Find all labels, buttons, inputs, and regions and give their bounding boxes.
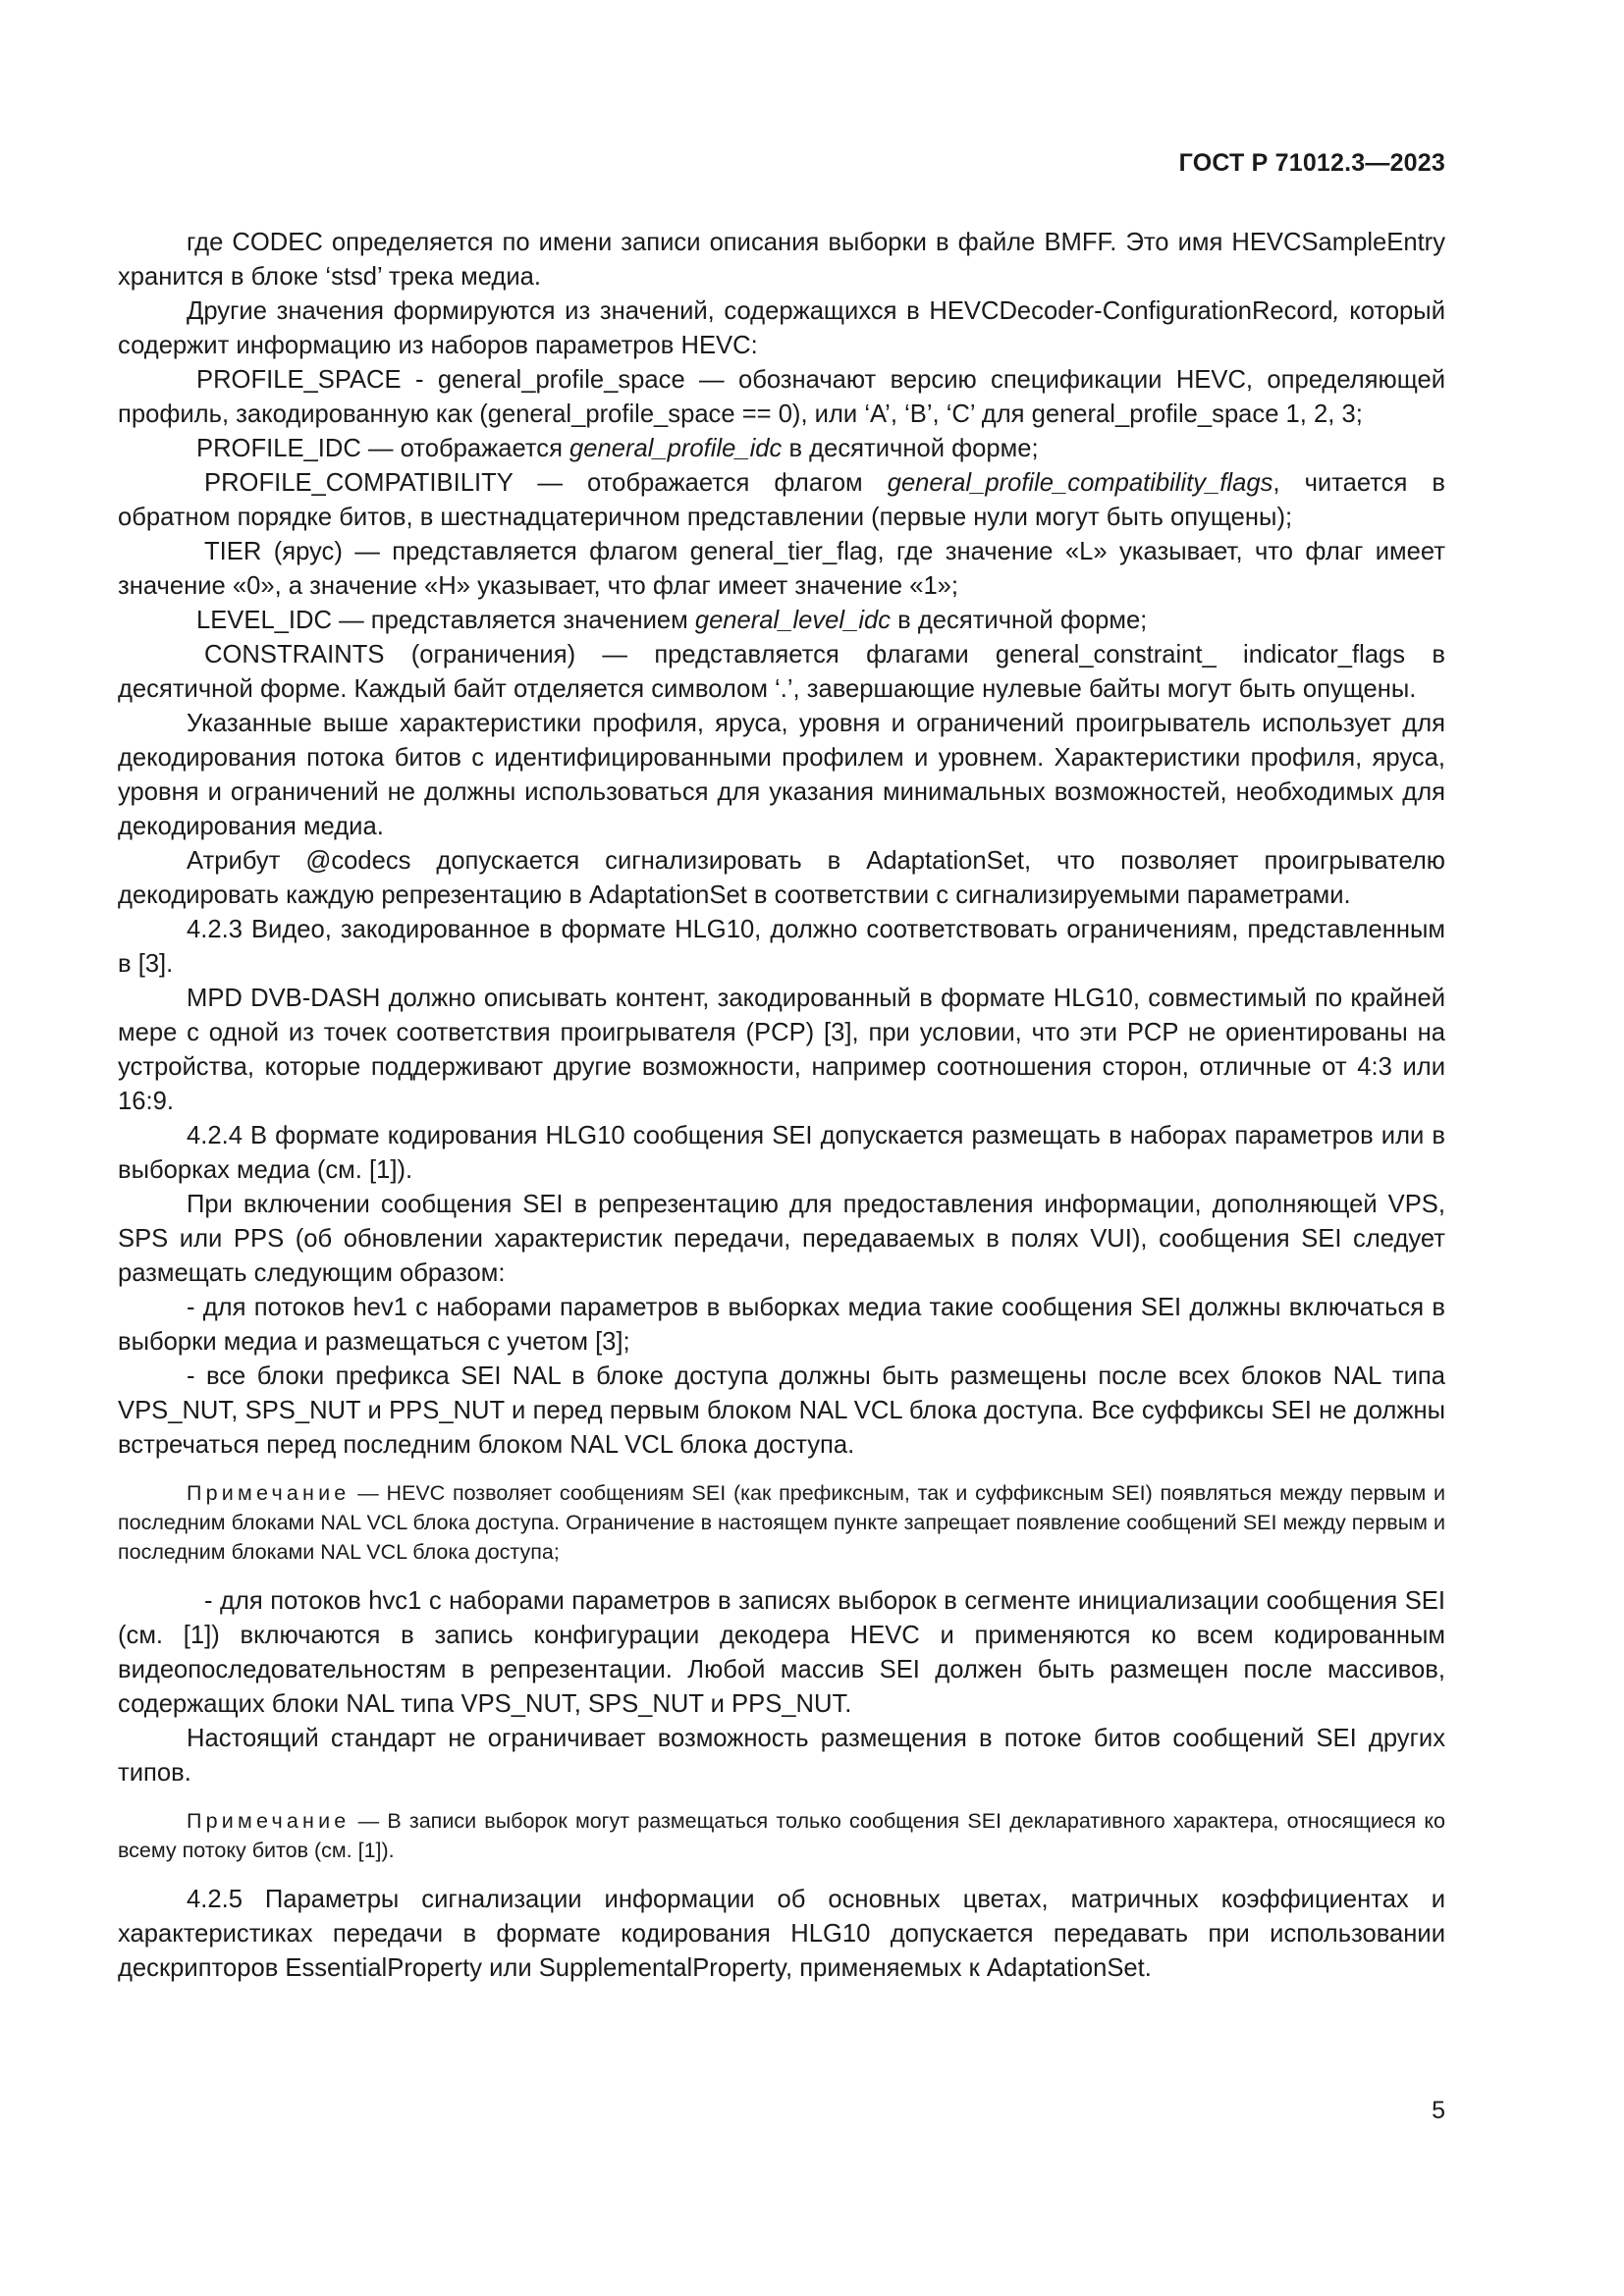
paragraph-tier: TIER (ярус) — представляется флагом general_tier_flag, где значение «L» указывает, что флаг имеет значение «0», а значение «H» указывает, что флаг имеет значение «1»; [118,538,1445,600]
paragraph-other-values [118,294,1445,363]
document-header: ГОСТ Р 71012.3—2023 [1178,149,1445,177]
profile-idc-start: PROFILE_IDC — отображается [196,435,570,462]
paragraph-characteristics: Указанные выше характеристики профиля, яруса, уровня и ограничений проигрыватель использует для декодирования потока битов с идентифицированными профилем и уровнем. Характеристики профиля, яруса, уровня и ограничений не должны использоваться для указания минимальных возможностей, необходимых для декодирования медиа. [118,710,1445,840]
list-item-hvc1: - для потоков hvc1 с наборами параметров в записях выборок в сегменте инициализации сообщения SEI (см. [1]) включаются в запись конфигурации декодера HEVC и применяются ко всем кодированным видеопоследовательностям в репрезентации. Любой массив SEI должен быть размещен после массивов, содержащих блоки NAL типа VPS_NUT, SPS_NUT и PPS_NUT. [118,1587,1445,1718]
paragraph-4-2-3: 4.2.3 Видео, закодированное в формате HLG10, должно соответствовать ограничениям, представленным в [3]. [118,916,1445,978]
profile-compat-end: , читается в обратном порядке битов, в шестнадцатеричном представлении (первые нули могут быть опущены); [118,469,1445,531]
profile-idc-end: в десятичной форме; [782,435,1039,462]
level-idc-end: в десятичной форме; [891,607,1148,634]
level-idc-start: LEVEL_IDC — представляется значением [196,607,695,634]
document-body [118,226,1445,1986]
paragraph-sei-inclusion: При включении сообщения SEI в репрезентацию для предоставления информации, дополняющей VPS, SPS или PPS (об обновлении характеристик передачи, передаваемых в полях VUI), сообщения SEI следует размещать следующим образом: [118,1191,1445,1287]
note-declarative-sei [118,1806,1445,1865]
paragraph-other-values-start: Другие значения формируются из значений, содержащихся в HEVCDecoder-ConfigurationRecord [187,297,1333,325]
paragraph-4-2-5: 4.2.5 Параметры сигнализации информации об основных цветах, матричных коэффициентах и характеристиках передачи в формате кодирования HLG10 допускается передавать при использовании дескрипторов EssentialProperty или SupplementalProperty, применяемых к AdaptationSet. [118,1886,1445,1982]
profile-idc-term: general_profile_idc [569,435,783,462]
note-text: — HEVC позволяет сообщениям SEI (как префиксным, так и суффиксным SEI) появляться между первым и последним блоками NAL VCL блока доступа. Ограничение в настоящем пункте запрещает появление сообщений SEI между первым и последним блоками NAL VCL блока доступа; [118,1481,1445,1564]
profile-compat-start: PROFILE_COMPATIBILITY — отображается флагом [204,469,888,497]
list-item-hev1: - для потоков hev1 с наборами параметров в выборках медиа такие сообщения SEI должны включаться в выборки медиа и размещаться с учетом [3]; [118,1294,1445,1356]
paragraph-other-sei: Настоящий стандарт не ограничивает возможность размещения в потоке битов сообщений SEI других типов. [118,1725,1445,1787]
paragraph-other-values-end: который содержит информацию из наборов параметров HEVC: [118,297,1445,359]
note-text: — В записи выборок могут размещаться только сообщения SEI декларативного характера, относящиеся ко всему потоку битов (см. [1]). [118,1809,1445,1862]
paragraph-profile-space: PROFILE_SPACE - general_profile_space — обозначают версию спецификации HEVC, определяющей профиль, закодированную как (general_profile_space == 0), или ‘A’, ‘B’, ‘C’ для general_profile_space 1, 2, 3; [118,366,1445,428]
note-label: Примечание [187,1481,351,1505]
paragraph-mpd-dvb-dash: MPD DVB-DASH должно описывать контент, закодированный в формате HLG10, совместимый по крайней мере с одной из точек соответствия проигрывателя (PCP) [3], при условии, что эти PCP не ориентированы на устройства, которые поддерживают другие возможности, например соотношения сторон, отличные от 4:3 или 16:9. [118,985,1445,1115]
level-idc-term: general_level_idc [694,607,892,634]
paragraph-4-2-4: 4.2.4 В формате кодирования HLG10 сообщения SEI допускается размещать в наборах параметров или в выборках медиа (см. [1]). [118,1122,1445,1184]
list-item-prefix-sei: - все блоки префикса SEI NAL в блоке доступа должны быть размещены после всех блоков NAL типа VPS_NUT, SPS_NUT и PPS_NUT и перед первым блоком NAL VCL блока доступа. Все суффиксы SEI не должны встречаться перед последним блоком NAL VCL блока доступа. [118,1362,1445,1459]
paragraph-codecs-attribute: Атрибут @codecs допускается сигнализировать в AdaptationSet, что позволяет проигрывателю декодировать каждую репрезентацию в AdaptationSet в соответствии с сигнализируемыми параметрами. [118,847,1445,909]
paragraph-profile-compatibility [118,466,1445,535]
note-hevc [118,1478,1445,1567]
comma-italic: , [1332,297,1340,325]
paragraph-codec: где CODEC определяется по имени записи описания выборки в файле BMFF. Это имя HEVCSampleEntry хранится в блоке ‘stsd’ трека медиа. [118,229,1445,291]
paragraph-level-idc [118,604,1445,638]
page-number: 5 [1432,2097,1445,2124]
paragraph-profile-idc [118,432,1445,466]
paragraph-constraints: CONSTRAINTS (ограничения) — представляется флагами general_constraint_ indicator_flags в десятичной форме. Каждый байт отделяется символом ‘.’, завершающие нулевые байты могут быть опущены. [118,641,1445,703]
note-label: Примечание [187,1809,351,1833]
profile-compat-term: general_profile_compatibility_flags [887,469,1273,497]
